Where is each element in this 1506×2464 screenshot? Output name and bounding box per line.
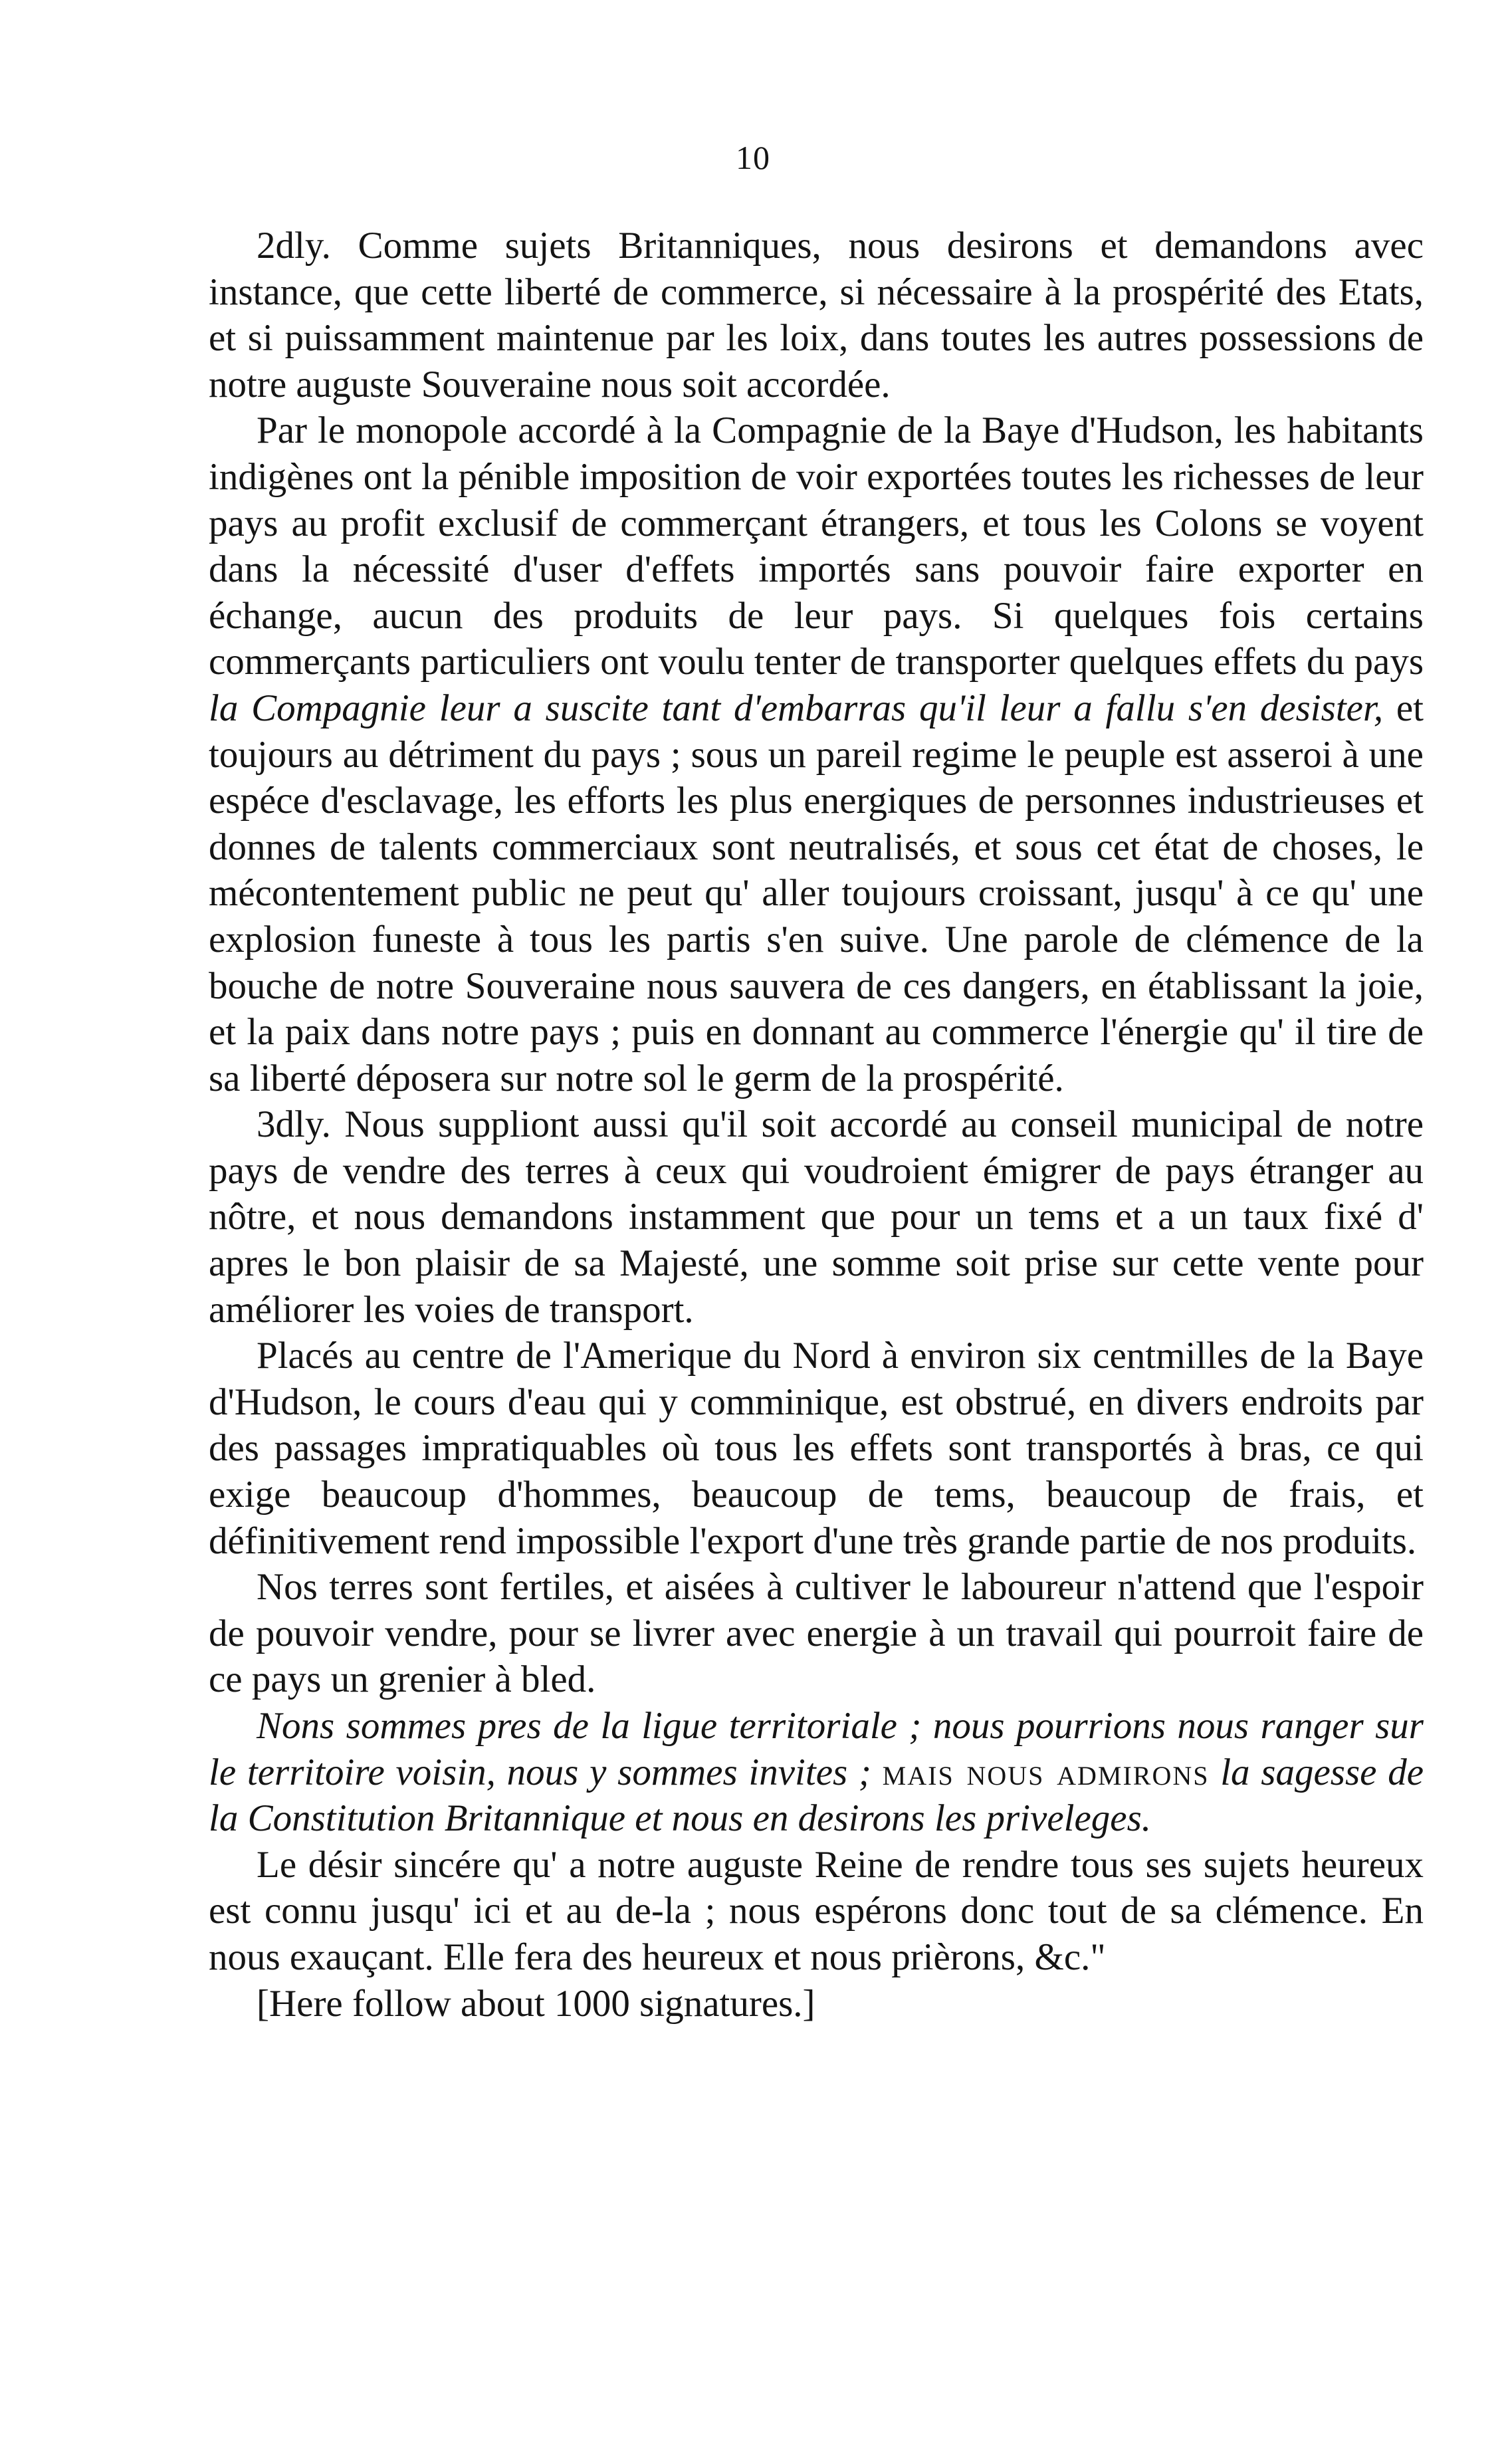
paragraph-territorial-smallcaps: mais nous admirons [882, 1751, 1210, 1793]
paragraph-sincere-desire: Le désir sincére qu' a notre auguste Reine de rendre tous ses sujets heureux est connu jusqu' ici et au de-la ; nous espérons donc tout de sa clémence. En nous exauçant. Elle fera des heureux et nous prièrons, &c." [209, 1843, 1424, 1978]
paragraph-3dly: 3dly. Nous suppliont aussi qu'il soit accordé au conseil municipal de notre pays de vendre des terres à ceux qui voudroient émigrer de pays étranger au nôtre, et nous demandons instamment que pour un tems et a un taux fixé d' apres le bon plaisir de sa Majesté, une somme soit prise sur cette vente pour améliorer les voies de transport. [209, 1103, 1424, 1331]
paragraph-monopoly [209, 407, 1424, 1101]
signatures-note: [Here follow about 1000 signatures.] [257, 1982, 815, 2025]
page-number: 10 [736, 139, 770, 176]
paragraph-territorial-italic-b: la sagesse de la Constitution Britannique et nous en desirons les priveleges. [209, 1751, 1424, 1840]
paragraph-fertile-lands: Nos terres sont fertiles, et aisées à cultiver le laboureur n'attend que l'espoir de pouvoir vendre, pour se livrer avec energie à un travail qui pourroit faire de ce pays un grenier à bled. [209, 1566, 1424, 1701]
paragraph-territorial-italic-a: Nons sommes pres de la ligue territoriale ; nous pourrions nous ranger sur le territoire voisin, nous y sommes invites ; [209, 1705, 1424, 1793]
paragraph-monopoly-italic: la Compagnie leur a suscite tant d'embarras qu'il leur a fallu s'en desister, [209, 687, 1384, 729]
paragraph-location: Placés au centre de l'Amerique du Nord à environ six centmilles de la Baye d'Hudson, le cours d'eau qui y comminique, est obstrué, en divers endroits par des passages impratiquables où tous les effets sont transportés à bras, ce qui exige beaucoup d'hommes, beaucoup de tems, beaucoup de frais, et définitivement rend impossible l'export d'une très grande partie de nos produits. [209, 1335, 1424, 1562]
paragraph-territorial-line [209, 1703, 1424, 1842]
body-text [209, 223, 1424, 2027]
paragraph-monopoly-text-a: Par le monopole accordé à la Compagnie de la Baye d'Hudson, les habitants indigènes ont la pénible imposition de voir exportées toutes les richesses de leur pays au profit exclusif de commerçant étrangers, et tous les Colons se voyent dans la nécessité d'user d'effets importés sans pouvoir faire exporter en échange, aucun des produits de leur pays. Si quelques fois certains commerçants particuliers ont voulu tenter de transporter quelques effets du pays [209, 409, 1424, 683]
paragraph-2dly: 2dly. Comme sujets Britanniques, nous desirons et demandons avec instance, que cette liberté de commerce, si nécessaire à la prospérité des Etats, et si puissamment maintenue par les loix, dans toutes les autres possessions de notre auguste Souveraine nous soit accordée. [209, 225, 1424, 405]
paragraph-monopoly-text-b: et toujours au détriment du pays ; sous un pareil regime le peuple est asseroi à une espéce d'esclavage, les efforts les plus energiques de personnes industrieuses et donnes de talents commerciaux sont neutralisés, et sous cet état de choses, le mécontentement public ne peut qu' aller toujours croissant, jusqu' à ce qu' une explosion funeste à tous les partis s'en suive. Une parole de clémence de la bouche de notre Souveraine nous sauvera de ces dangers, en établissant la joie, et la paix dans notre pays ; puis en donnant au commerce l'énergie qu' il tire de sa liberté déposera sur notre sol le germ de la prospérité. [209, 687, 1424, 1099]
